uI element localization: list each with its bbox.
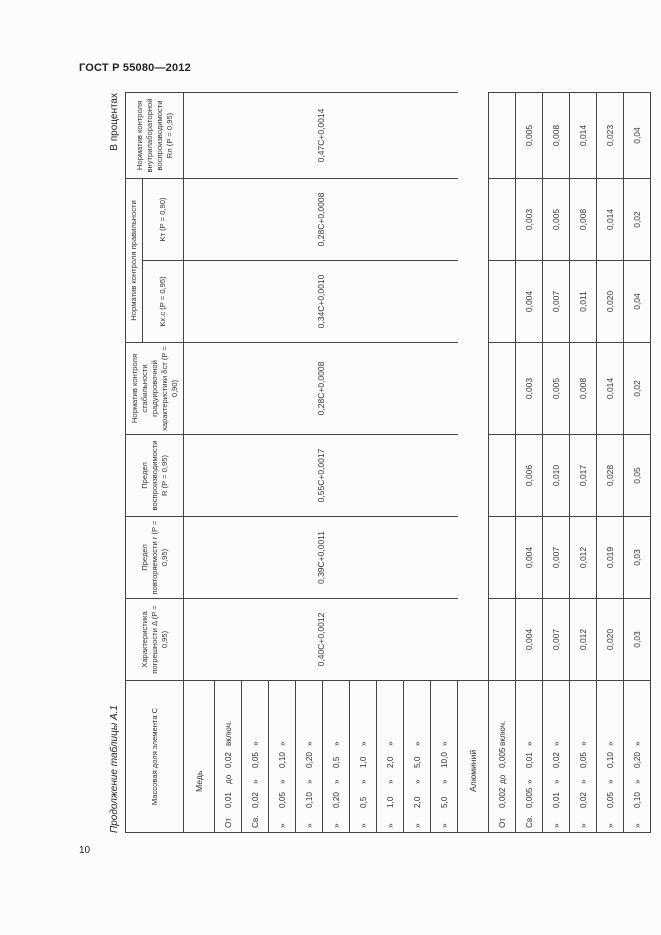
mass-range-cell xyxy=(296,681,323,833)
mass-range-part: » xyxy=(385,779,395,784)
mass-range-part: 0,20 xyxy=(632,752,642,768)
mass-range-part: » xyxy=(277,823,287,828)
header-reprod: Предел воспроизводимости R (P = 0,95) xyxy=(126,435,184,517)
mass-range-part: Св. xyxy=(524,815,534,828)
value-cell: 0,004 xyxy=(516,517,543,599)
mass-range-part: » xyxy=(578,779,588,784)
mass-range-part: » xyxy=(551,741,561,746)
mass-range-part: 0,02 xyxy=(250,792,260,808)
header-repeat: Предел повторяемости r (P = 0,95) xyxy=(126,517,184,599)
mass-range-part: до xyxy=(497,774,507,784)
value-cell: 0,003 xyxy=(516,179,543,261)
page-number: 10 xyxy=(79,845,91,856)
value-cell xyxy=(489,435,516,517)
mass-range-cell xyxy=(516,681,543,833)
mass-range-part: 0,002 xyxy=(497,787,507,808)
value-cell: 0,006 xyxy=(516,435,543,517)
header-intralab: Норматив контроля внутрилабораторной воспроизводимости Rл (P = 0,95) xyxy=(126,93,184,179)
mass-range-part: 0,02 xyxy=(223,752,233,768)
value-cell: 0,03 xyxy=(624,517,651,599)
value-cell: 0,03 xyxy=(624,599,651,681)
section-label: Алюминий xyxy=(458,681,489,833)
mass-range-cell xyxy=(624,681,651,833)
formula-cell: 0,39С+0,0011 xyxy=(184,517,458,599)
value-cell: 0,04 xyxy=(624,261,651,343)
mass-range-part: » xyxy=(439,823,449,828)
table-row xyxy=(570,93,597,833)
mass-range-part: От xyxy=(497,817,507,828)
mass-range-part: » xyxy=(632,741,642,746)
value-cell: 0,014 xyxy=(597,343,624,435)
mass-range-cell xyxy=(350,681,377,833)
mass-range-cell xyxy=(215,681,242,833)
mass-range-part: 0,01 xyxy=(551,792,561,808)
mass-range-part: » xyxy=(551,823,561,828)
header-kxc: Kх.с (P = 0,95) xyxy=(143,261,184,343)
table-row xyxy=(597,93,624,833)
value-cell: 0,007 xyxy=(543,599,570,681)
table-row xyxy=(516,93,543,833)
mass-range-part: » xyxy=(358,823,368,828)
formula-cell: 0,28С+0,0008 xyxy=(184,343,458,435)
section-label: Медь xyxy=(184,681,215,833)
value-cell xyxy=(489,343,516,435)
header-kt: Kт (P = 0,90) xyxy=(143,179,184,261)
mass-range-part: 0,10 xyxy=(304,792,314,808)
mass-range-part: » xyxy=(250,779,260,784)
formula-cell: 0,28С+0,0008 xyxy=(184,179,458,261)
rotated-table-block xyxy=(105,93,642,833)
mass-range-part: » xyxy=(331,779,341,784)
value-cell: 0,005 xyxy=(516,93,543,179)
mass-range-part: » xyxy=(524,741,534,746)
mass-range-part: » xyxy=(385,823,395,828)
value-cell: 0,007 xyxy=(543,261,570,343)
header-stab: Норматив контроля стабильности градуировочной характеристики δст (P = 0,90) xyxy=(126,343,184,435)
table-row xyxy=(543,93,570,833)
mass-range-part: 0,05 xyxy=(578,752,588,768)
mass-range-part: » xyxy=(412,779,422,784)
value-cell xyxy=(489,179,516,261)
mass-range-cell xyxy=(269,681,296,833)
mass-range-part: до xyxy=(223,774,233,784)
mass-range-cell xyxy=(242,681,269,833)
value-cell: 0,010 xyxy=(543,435,570,517)
units-label: В процентах xyxy=(109,93,120,151)
mass-range-part: » xyxy=(439,779,449,784)
value-cell: 0,020 xyxy=(597,261,624,343)
value-cell: 0,005 xyxy=(543,343,570,435)
value-cell: 0,008 xyxy=(570,179,597,261)
value-cell: 0,008 xyxy=(543,93,570,179)
table-body xyxy=(184,93,651,833)
value-cell xyxy=(489,599,516,681)
mass-range-part: » xyxy=(304,779,314,784)
value-cell: 0,012 xyxy=(570,517,597,599)
mass-range-part: » xyxy=(632,823,642,828)
mass-range-part: » xyxy=(304,741,314,746)
mass-range-part: 0,20 xyxy=(331,792,341,808)
mass-range-part: 5,0 xyxy=(439,796,449,808)
mass-range-part: 1,0 xyxy=(385,796,395,808)
mass-range-part: » xyxy=(277,741,287,746)
value-cell: 0,014 xyxy=(597,179,624,261)
mass-range-part: 0,005 xyxy=(497,747,507,768)
value-cell: 0,02 xyxy=(624,179,651,261)
mass-range-part: 0,5 xyxy=(331,756,341,768)
mass-range-part: 0,05 xyxy=(277,792,287,808)
mass-range-part: » xyxy=(524,779,534,784)
document-title: ГОСТ Р 55080—2012 xyxy=(79,62,191,74)
mass-range-cell xyxy=(431,681,458,833)
mass-range-part: 2,0 xyxy=(412,796,422,808)
table-continuation-label: Продолжение таблицы А.1 xyxy=(109,705,120,833)
mass-range-part: » xyxy=(358,779,368,784)
value-cell: 0,04 xyxy=(624,93,651,179)
mass-range-part: 0,02 xyxy=(578,792,588,808)
mass-range-part: 0,20 xyxy=(304,752,314,768)
mass-range-part: » xyxy=(551,779,561,784)
value-cell: 0,020 xyxy=(597,599,624,681)
value-cell: 0,019 xyxy=(597,517,624,599)
mass-range-cell xyxy=(597,681,624,833)
mass-range-part: 0,5 xyxy=(358,796,368,808)
mass-range-part: 0,10 xyxy=(605,752,615,768)
header-mass: Массовая доля элемента С xyxy=(126,681,184,833)
mass-range-part: » xyxy=(578,823,588,828)
mass-range-part: 2,0 xyxy=(385,756,395,768)
value-cell: 0,02 xyxy=(624,343,651,435)
formula-cell: 0,55С+0,0017 xyxy=(184,435,458,517)
mass-range-part: » xyxy=(439,741,449,746)
value-cell: 0,004 xyxy=(516,599,543,681)
mass-range-cell xyxy=(404,681,431,833)
mass-range-part: » xyxy=(605,741,615,746)
section-row xyxy=(184,93,215,833)
value-cell: 0,014 xyxy=(570,93,597,179)
mass-range-part: 0,10 xyxy=(632,792,642,808)
mass-range-part: 5,0 xyxy=(412,756,422,768)
mass-range-part: 0,005 xyxy=(524,787,534,808)
mass-range-cell xyxy=(543,681,570,833)
value-cell: 0,003 xyxy=(516,343,543,435)
data-table xyxy=(125,92,651,833)
mass-range-part: 1,0 xyxy=(358,756,368,768)
mass-range-part: 0,02 xyxy=(551,752,561,768)
mass-range-part: 0,01 xyxy=(524,752,534,768)
mass-range-part: От xyxy=(223,817,233,828)
mass-range-cell xyxy=(489,681,516,833)
table-row xyxy=(624,93,651,833)
formula-cell: 0,40С+0,0012 xyxy=(184,599,458,681)
value-cell xyxy=(489,517,516,599)
section-row xyxy=(458,93,489,833)
value-cell: 0,012 xyxy=(570,599,597,681)
header-correct: Норматив контроля правильности xyxy=(126,179,143,343)
mass-range-cell xyxy=(377,681,404,833)
value-cell: 0,011 xyxy=(570,261,597,343)
value-cell: 0,017 xyxy=(570,435,597,517)
mass-range-part: » xyxy=(578,741,588,746)
mass-range-cell xyxy=(570,681,597,833)
mass-range-part: » xyxy=(277,779,287,784)
mass-range-part: 10,0 xyxy=(439,752,449,768)
mass-range-part: Св. xyxy=(250,815,260,828)
mass-range-part: » xyxy=(605,823,615,828)
formula-cell: 0,47С+0,0014 xyxy=(184,93,458,179)
mass-range-part: » xyxy=(250,741,260,746)
value-cell xyxy=(489,261,516,343)
mass-range-part: » xyxy=(358,741,368,746)
mass-range-part: 0,10 xyxy=(277,752,287,768)
mass-range-part: 0,01 xyxy=(223,792,233,808)
mass-range-part: » xyxy=(331,741,341,746)
mass-range-part: » xyxy=(632,779,642,784)
value-cell: 0,005 xyxy=(543,179,570,261)
mass-range-part: » xyxy=(304,823,314,828)
mass-range-part: » xyxy=(412,741,422,746)
value-cell xyxy=(489,93,516,179)
mass-range-part: включ. xyxy=(223,720,233,746)
table-row xyxy=(489,93,516,833)
mass-range-part: 0,05 xyxy=(250,752,260,768)
value-cell: 0,028 xyxy=(597,435,624,517)
mass-range-part: » xyxy=(331,823,341,828)
mass-range-part: » xyxy=(605,779,615,784)
mass-range-part: 0,05 xyxy=(605,792,615,808)
value-cell: 0,008 xyxy=(570,343,597,435)
value-cell: 0,007 xyxy=(543,517,570,599)
mass-range-cell xyxy=(323,681,350,833)
header-delta: Характеристика погрешности Δ (P = 0,95) xyxy=(126,599,184,681)
value-cell: 0,004 xyxy=(516,261,543,343)
mass-range-part: » xyxy=(412,823,422,828)
value-cell: 0,05 xyxy=(624,435,651,517)
mass-range-part: » xyxy=(385,741,395,746)
formula-cell: 0,34С+0,0010 xyxy=(184,261,458,343)
mass-range-part: включ. xyxy=(497,720,507,746)
value-cell: 0,023 xyxy=(597,93,624,179)
